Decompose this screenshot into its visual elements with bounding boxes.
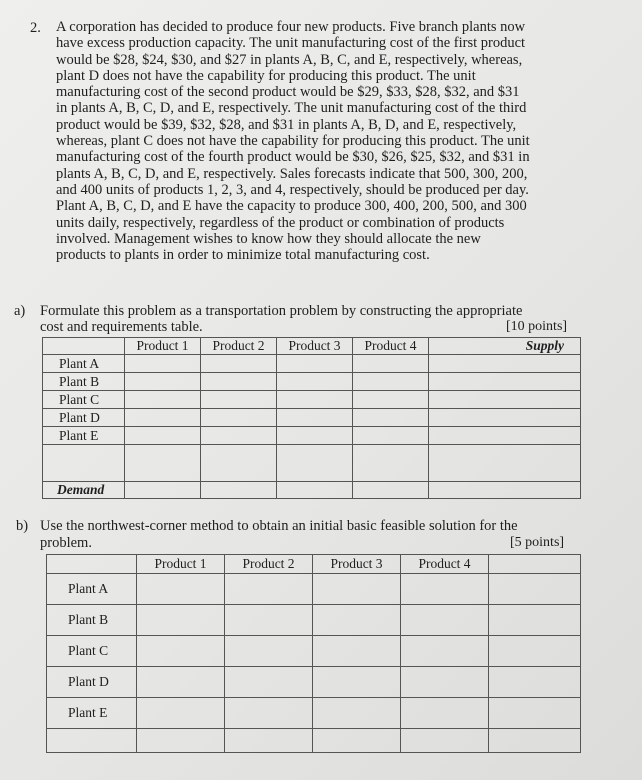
cost-cell[interactable] — [353, 409, 429, 427]
allocation-cell[interactable] — [313, 729, 401, 753]
cost-cell[interactable] — [277, 373, 353, 391]
row-label-plant-e: Plant E — [43, 427, 125, 445]
allocation-cell[interactable] — [137, 574, 225, 605]
question-line: manufacturing cost of the fourth product would be $30, $26, $25, $32, and $31 in — [56, 149, 530, 166]
row-label-plant-a: Plant A — [47, 574, 137, 605]
total-cell[interactable] — [429, 482, 581, 499]
allocation-cell[interactable] — [137, 605, 225, 636]
allocation-cell[interactable] — [401, 574, 489, 605]
cost-cell[interactable] — [201, 373, 277, 391]
cost-cell[interactable] — [277, 409, 353, 427]
table-row-demand — [43, 482, 581, 499]
allocation-cell[interactable] — [313, 574, 401, 605]
row-label-plant-b: Plant B — [43, 373, 125, 391]
row-label-plant-d: Plant D — [43, 409, 125, 427]
allocation-cell[interactable] — [401, 667, 489, 698]
header-supply: Supply — [429, 338, 581, 355]
question-line: have excess production capacity. The unit manufacturing cost of the first product — [56, 35, 526, 52]
header-product-2: Product 2 — [201, 338, 277, 355]
table-row — [43, 373, 581, 391]
question-line: whereas, plant C does not have the capability for producing this product. The unit — [56, 133, 530, 150]
allocation-cell[interactable] — [313, 636, 401, 667]
allocation-cell[interactable] — [137, 698, 225, 729]
allocation-cell[interactable] — [489, 636, 581, 667]
question-line: plant D does not have the capability for producing this product. The unit — [56, 67, 476, 84]
part-a-instruction: Formulate this problem as a transportation problem by constructing the appropriate — [40, 303, 523, 319]
cost-cell[interactable] — [277, 445, 353, 482]
row-label-plant-d: Plant D — [47, 667, 137, 698]
cost-cell[interactable] — [201, 445, 277, 482]
part-b-instruction-cont: problem. — [40, 535, 92, 551]
question-number: 2. — [30, 20, 41, 36]
allocation-cell[interactable] — [225, 667, 313, 698]
row-label-plant-c: Plant C — [47, 636, 137, 667]
row-label-demand: Demand — [43, 482, 125, 499]
supply-cell[interactable] — [429, 409, 581, 427]
cost-cell[interactable] — [201, 391, 277, 409]
question-line: A corporation has decided to produce four new products. Five branch plants now — [56, 19, 526, 35]
cost-cell[interactable] — [353, 445, 429, 482]
supply-cell[interactable] — [429, 373, 581, 391]
allocation-cell[interactable] — [137, 667, 225, 698]
question-line: in plants A, B, C, D, and E, respectively. The unit manufacturing cost of the third — [56, 100, 527, 117]
cost-cell[interactable] — [353, 427, 429, 445]
header-product-4: Product 4 — [401, 555, 489, 574]
question-line: products to plants in order to minimize total manufacturing cost. — [56, 247, 430, 264]
table-header-row — [47, 555, 581, 574]
allocation-cell[interactable] — [489, 605, 581, 636]
table-header-row — [43, 338, 581, 355]
cost-cell[interactable] — [353, 391, 429, 409]
row-label-plant-a: Plant A — [43, 355, 125, 373]
allocation-cell[interactable] — [313, 605, 401, 636]
allocation-cell[interactable] — [489, 698, 581, 729]
question-line: Plant A, B, C, D, and E have the capacity to produce 300, 400, 200, 500, and 300 — [56, 198, 527, 215]
header-product-3: Product 3 — [313, 555, 401, 574]
question-line: product would be $39, $32, $28, and $31 in plants A, B, D, and E, respectively, — [56, 116, 517, 133]
demand-cell[interactable] — [277, 482, 353, 499]
allocation-cell[interactable] — [489, 729, 581, 753]
allocation-cell[interactable] — [225, 574, 313, 605]
question-line: involved. Management wishes to know how they should allocate the new — [56, 230, 481, 247]
part-a-instruction-cont: cost and requirements table. — [40, 319, 203, 335]
allocation-cell[interactable] — [313, 698, 401, 729]
row-label-plant-e: Plant E — [47, 698, 137, 729]
question-line: units daily, respectively, regardless of the product or combination of products — [56, 214, 505, 231]
part-b-label: b) — [16, 518, 29, 534]
cost-cell[interactable] — [277, 427, 353, 445]
table-row-blank — [47, 729, 581, 753]
corner-cell — [43, 338, 125, 355]
cost-cell[interactable] — [125, 355, 201, 373]
table-row — [47, 698, 581, 729]
table-row — [47, 574, 581, 605]
demand-cell[interactable] — [201, 482, 277, 499]
supply-cell[interactable] — [429, 355, 581, 373]
supply-cell[interactable] — [429, 391, 581, 409]
cost-cell[interactable] — [277, 391, 353, 409]
allocation-cell[interactable] — [225, 605, 313, 636]
cost-cell[interactable] — [353, 355, 429, 373]
cost-cell[interactable] — [125, 391, 201, 409]
allocation-cell[interactable] — [137, 636, 225, 667]
question-line: plants A, B, C, D, and E, respectively. Sales forecasts indicate that 500, 300, 200, — [56, 165, 528, 182]
cost-requirements-table — [42, 337, 581, 499]
question-line: and 400 units of products 1, 2, 3, and 4, respectively, should be produced per day. — [56, 181, 529, 198]
cost-cell[interactable] — [125, 427, 201, 445]
allocation-cell[interactable] — [401, 636, 489, 667]
cost-cell[interactable] — [201, 409, 277, 427]
table-row — [43, 409, 581, 427]
table-row — [43, 391, 581, 409]
demand-cell[interactable] — [125, 482, 201, 499]
header-product-2: Product 2 — [225, 555, 313, 574]
northwest-corner-table — [46, 554, 581, 753]
cost-cell[interactable] — [201, 355, 277, 373]
question-line: would be $28, $24, $30, and $27 in plants A, B, C, and E, respectively, whereas, — [56, 51, 523, 68]
row-label-plant-b: Plant B — [47, 605, 137, 636]
part-a-label: a) — [14, 303, 26, 319]
table-row — [43, 427, 581, 445]
allocation-cell[interactable] — [401, 605, 489, 636]
allocation-cell[interactable] — [401, 698, 489, 729]
table-row — [47, 605, 581, 636]
header-blank — [489, 555, 581, 574]
supply-cell[interactable] — [429, 427, 581, 445]
allocation-cell[interactable] — [225, 636, 313, 667]
cost-cell[interactable] — [277, 355, 353, 373]
allocation-cell[interactable] — [313, 667, 401, 698]
allocation-cell[interactable] — [137, 729, 225, 753]
question-text — [56, 19, 578, 263]
cost-cell[interactable] — [125, 445, 201, 482]
table-row-blank — [43, 445, 581, 482]
allocation-cell[interactable] — [225, 729, 313, 753]
allocation-cell[interactable] — [225, 698, 313, 729]
supply-cell[interactable] — [429, 445, 581, 482]
cost-cell[interactable] — [353, 373, 429, 391]
table-row — [47, 667, 581, 698]
allocation-cell[interactable] — [489, 574, 581, 605]
part-b-instruction: Use the northwest-corner method to obtain an initial basic feasible solution for the — [40, 518, 518, 534]
question-line: manufacturing cost of the second product would be $29, $33, $28, $32, and $31 — [56, 84, 520, 101]
part-b-points: [5 points] — [510, 535, 565, 550]
row-label-plant-c: Plant C — [43, 391, 125, 409]
header-product-1: Product 1 — [125, 338, 201, 355]
cost-cell[interactable] — [125, 373, 201, 391]
header-product-3: Product 3 — [277, 338, 353, 355]
corner-cell — [47, 555, 137, 574]
table-row — [43, 355, 581, 373]
header-product-4: Product 4 — [353, 338, 429, 355]
table-row — [47, 636, 581, 667]
blank-label-cell — [43, 445, 125, 482]
part-a-points: [10 points] — [506, 319, 568, 334]
cost-cell[interactable] — [125, 409, 201, 427]
header-product-1: Product 1 — [137, 555, 225, 574]
allocation-cell[interactable] — [401, 729, 489, 753]
cost-cell[interactable] — [201, 427, 277, 445]
allocation-cell[interactable] — [489, 667, 581, 698]
blank-label-cell — [47, 729, 137, 753]
demand-cell[interactable] — [353, 482, 429, 499]
